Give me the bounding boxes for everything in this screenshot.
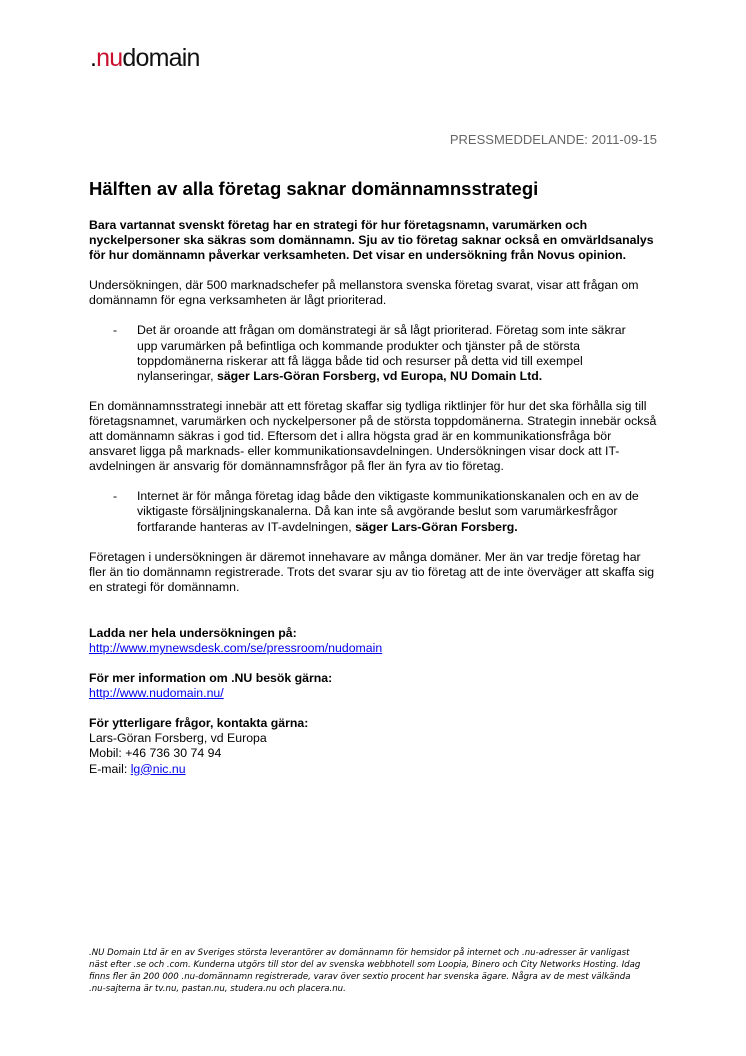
nudomain-logo	[90, 46, 200, 71]
download-link[interactable]: http://www.mynewsdesk.com/se/pressroom/nudomain	[89, 640, 383, 655]
page-title: Hälften av alla företag saknar domännamnsstrategi	[89, 178, 539, 199]
paragraph-3: Företagen i undersökningen är däremot innehavare av många domäner. Mer än var tredje företag har fler än tio domännamn registrerade. Trots det svarar sju av tio företag att de inte överväger att skaffa sig en strategi för domännamn.	[89, 549, 655, 594]
press-release-date: PRESSMEDDELANDE: 2011-09-15	[449, 132, 657, 147]
more-info-label: För mer information om .NU besök gärna:	[89, 671, 333, 686]
quote-2-text	[137, 489, 659, 534]
quote-1	[89, 323, 659, 383]
download-block	[89, 626, 659, 656]
contact-email-prefix: E-mail:	[89, 761, 131, 776]
quote-1-body: Det är oroande att frågan om domänstrategi är så lågt prioriterad. Företag som inte säkrar upp varumärken på befintliga och kommande produkter och tjänster på de största toppdomänerna riskerar att få lägga både tid och resurser på detta vid till exempel nylanseringar,	[137, 323, 626, 383]
logo-nu: nu	[96, 44, 123, 72]
contact-name: Lars-Göran Forsberg, vd Europa	[89, 731, 267, 746]
quote-2	[89, 489, 659, 534]
contact-block	[89, 716, 659, 776]
logo-dot: .	[90, 44, 97, 72]
paragraph-2: En domännamnsstrategi innebär att ett företag skaffar sig tydliga riktlinjer för hur det ska förhålla sig till företagsnamnet, varumärken och nyckelpersoner på de största toppdomänerna. Strategin innebär också att domännamn säkras i god tid. Eftersom det i allra högsta grad är en kommunikationsfråga bör ansvaret ligga på marknads- eller kommunikationsavdelningen. Undersökningen visar dock att IT-avdelningen är ansvarig för domännamnsfrågor på fler än fyra av tio företag.	[89, 398, 657, 474]
quote-1-attribution: säger Lars-Göran Forsberg, vd Europa, NU Domain Ltd.	[216, 368, 543, 383]
contact-email-link[interactable]: lg@nic.nu	[130, 761, 186, 776]
links-section	[89, 626, 659, 777]
document-body	[89, 178, 659, 792]
quote-2-attribution: säger Lars-Göran Forsberg.	[355, 519, 518, 534]
logo-domain: domain	[122, 44, 200, 72]
more-info-link[interactable]: http://www.nudomain.nu/	[89, 686, 224, 701]
quote-1-text	[137, 323, 659, 383]
more-info-block	[89, 671, 659, 701]
paragraph-1: Undersökningen, där 500 marknadschefer på mellanstora svenska företag svarat, visar att frågan om domännamn för egna verksamheten är lågt prioriterad.	[89, 278, 639, 308]
lead-paragraph: Bara vartannat svenskt företag har en strategi för hur företagsnamn, varumärken och nyckelpersoner ska säkras som domännamn. Sju av tio företag saknar också en omvärldsanalys för hur domännamn påverkar verksamheten. Det visar en undersökning från Novus opinion.	[89, 218, 654, 263]
quote-dash: -	[113, 489, 118, 504]
quote-2-body: Internet är för många företag idag både den viktigaste kommunikationskanalen och en av de viktigaste försäljningskanalerna. Då kan inte så avgörande beslut som varumärkesfrågor fortfarande hanteras av IT-avdelningen,	[137, 489, 639, 534]
download-label: Ladda ner hela undersökningen på:	[89, 625, 297, 640]
footer-note: .NU Domain Ltd är en av Sveriges största leverantörer av domännamn för hemsidor på internet och .nu-adresser är vanligast näst efter .se och .com. Kunderna utgörs till stor del av svenska webbhotell som Loopia, Binero och City Networks Hosting. Idag finns fler än 200 000 .nu-domännamn registrerade, varav över sextio procent har svenska ägare. Några av de mest välkända .nu-sajterna är tv.nu, pastan.nu, studera.nu och placera.nu.	[89, 948, 641, 994]
contact-label: För ytterligare frågor, kontakta gärna:	[89, 716, 309, 731]
quote-dash: -	[113, 323, 118, 338]
contact-mobile: Mobil: +46 736 30 74 94	[89, 746, 222, 761]
